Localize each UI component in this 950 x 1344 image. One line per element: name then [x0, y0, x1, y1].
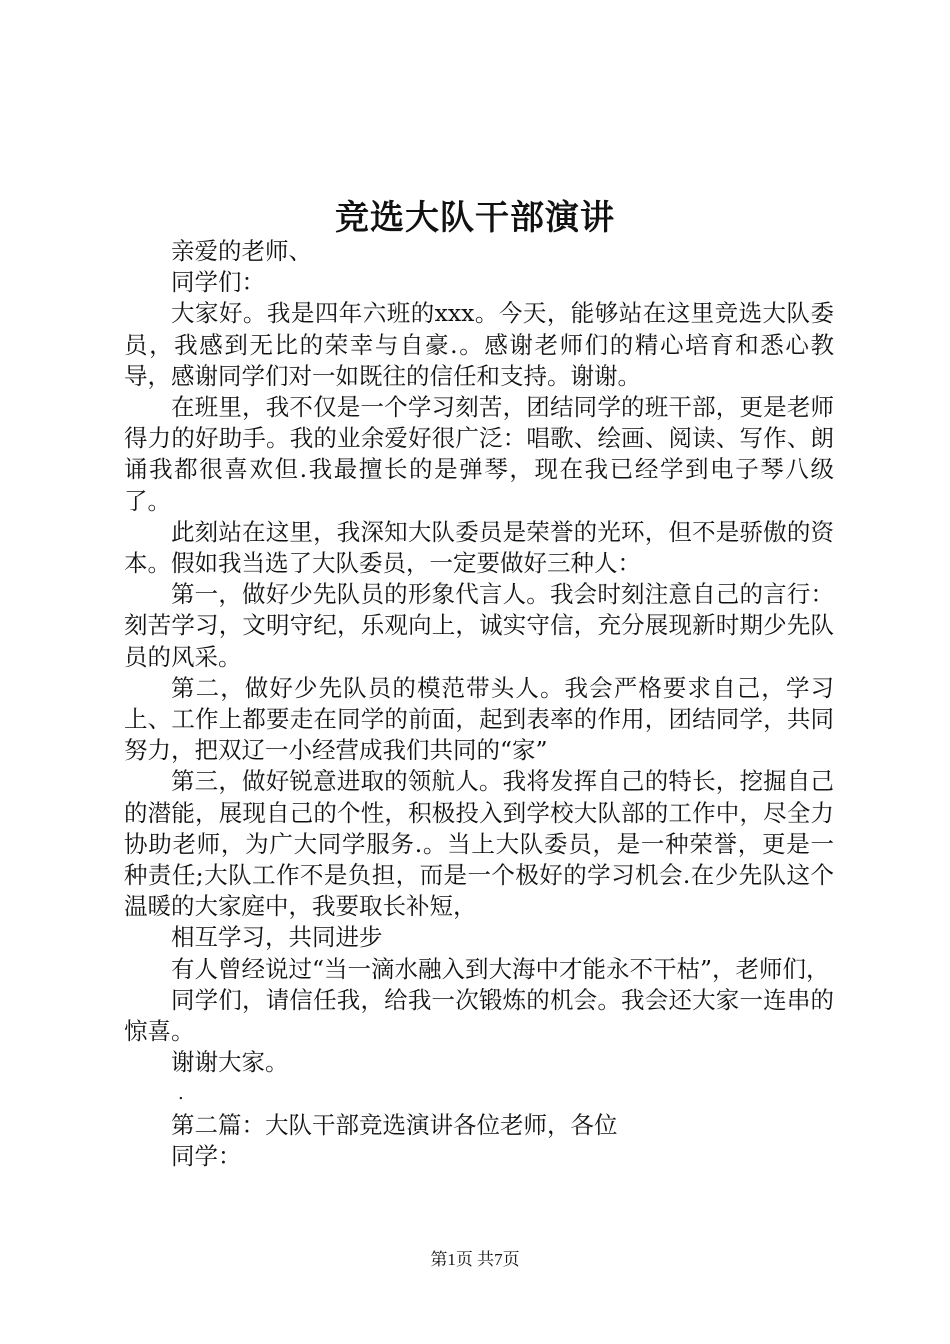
paragraph-class-role: 在班里，我不仅是一个学习刻苦，团结同学的班干部，更是老师得力的好助手。我的业余爱好很广泛：唱歌、绘画、阅读、写作、朗诵我都很喜欢但.我最擅长的是弹琴，现在我已经学到电子琴八级了。 [124, 393, 834, 515]
paragraph-third-point: 第三，做好锐意进取的领航人。我将发挥自己的特长，挖掘自己的潜能，展现自己的个性，积极投入到学校大队部的工作中，尽全力协助老师，为广大同学服务.。当上大队委员，是一种荣誉，更是一种责任;大队工作不是负担，而是一个极好的学习机会.在少先队这个温暖的大家庭中，我要取长补短， [124, 767, 834, 921]
paragraph-second-article-heading: 第二篇：大队干部竞选演讲各位老师，各位 [171, 1110, 618, 1139]
paragraph-commitment: 此刻站在这里，我深知大队委员是荣誉的光环，但不是骄傲的资本。假如我当选了大队委员，一定要做好三种人： [124, 517, 834, 578]
paragraph-second-article-salutation: 同学： [171, 1141, 242, 1170]
paragraph-salutation-2: 同学们： [171, 268, 265, 297]
paragraph-request: 同学们，请信任我，给我一次锻炼的机会。我会还大家一连串的惊喜。 [124, 985, 834, 1046]
paragraph-greeting: 大家好。我是四年六班的xxx。今天，能够站在这里竞选大队委员，我感到无比的荣幸与自豪.。感谢老师们的精心培育和悉心教导，感谢同学们对一如既往的信任和支持。谢谢。 [124, 299, 834, 390]
paragraph-second-point: 第二，做好少先队员的模范带头人。我会严格要求自己，学习上、工作上都要走在同学的前面，起到表率的作用，团结同学，共同努力，把双辽一小经营成我们共同的“家” [124, 673, 834, 765]
paragraph-separator-dot: . [178, 1083, 184, 1105]
paragraph-quote: 有人曾经说过“当一滴水融入到大海中才能永不干枯”，老师们， [171, 954, 830, 983]
paragraph-mutual-learning: 相互学习，共同进步 [171, 923, 383, 952]
page-footer: 第1页 共7页 [430, 1250, 520, 1269]
paragraph-thanks: 谢谢大家。 [171, 1048, 289, 1077]
document-title: 竞选大队干部演讲 [335, 198, 615, 238]
paragraph-salutation-1: 亲爱的老师、 [171, 237, 312, 265]
document-body [124, 236, 834, 1172]
paragraph-first-point: 第一，做好少先队员的形象代言人。我会时刻注意自己的言行：刻苦学习，文明守纪，乐观向上，诚实守信，充分展现新时期少先队员的风采。 [124, 580, 834, 671]
